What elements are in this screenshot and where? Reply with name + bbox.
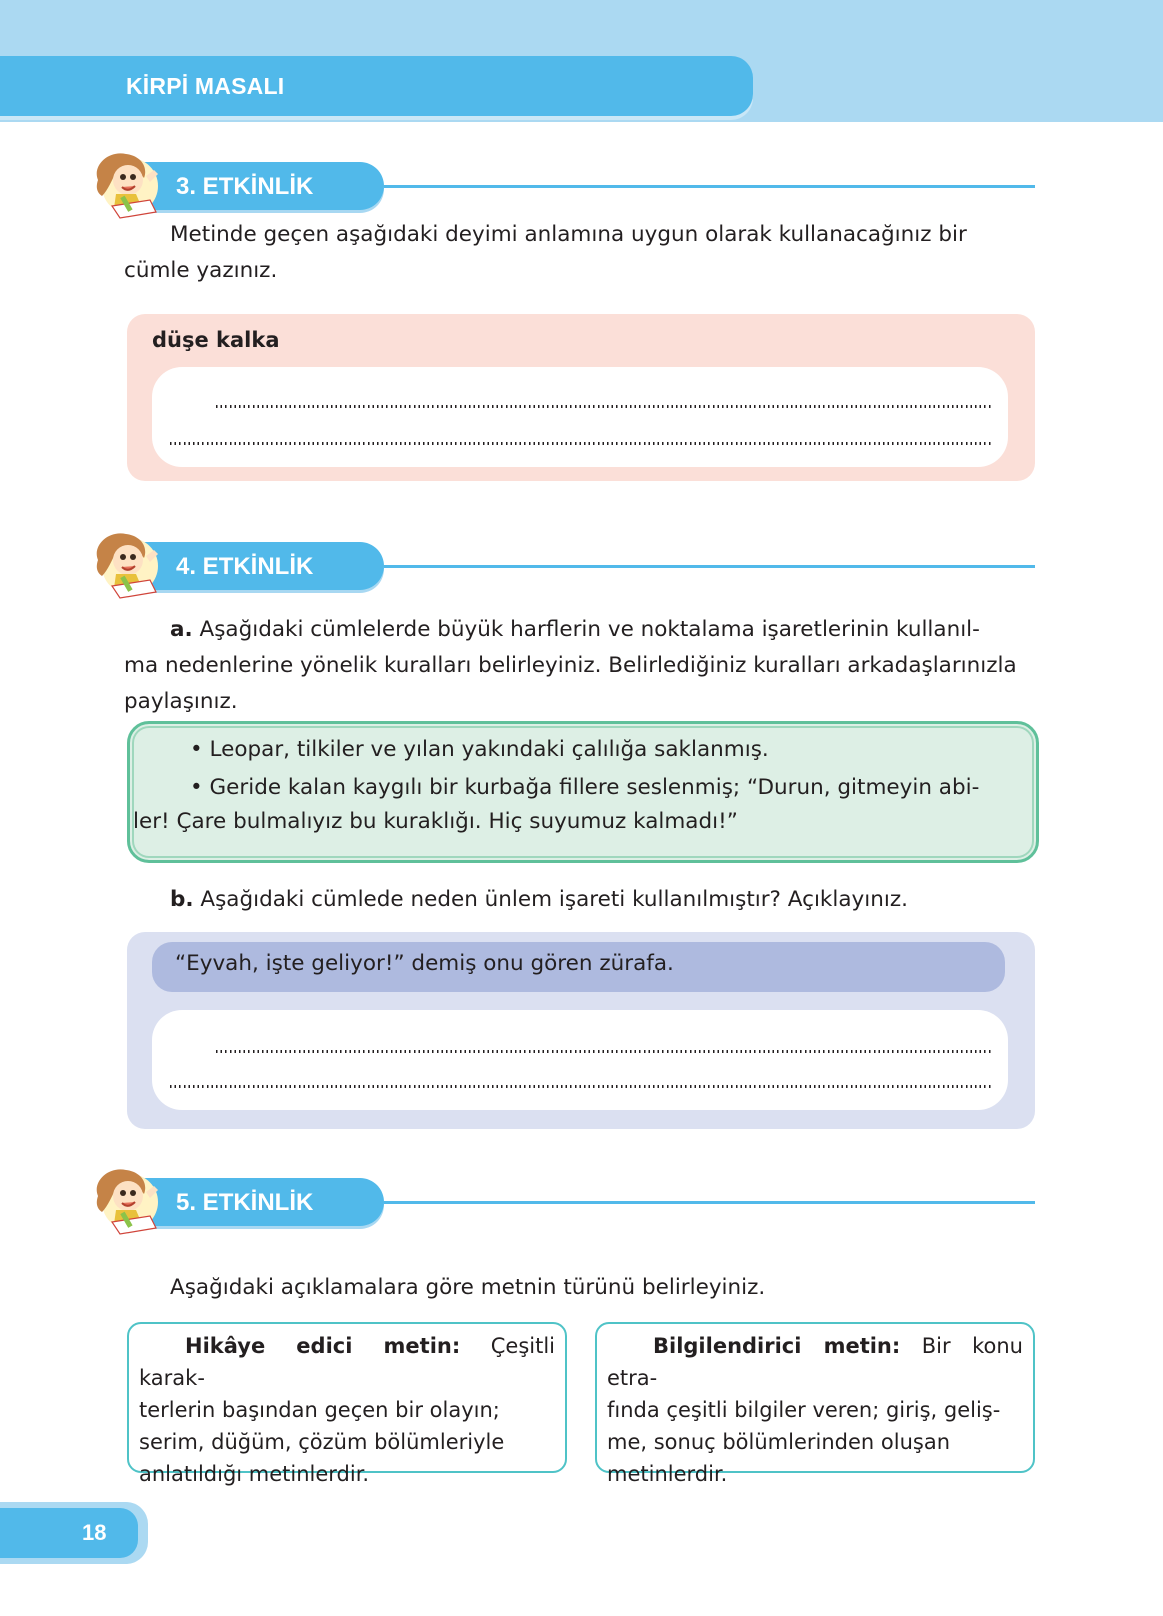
page-number: 18	[82, 1520, 107, 1545]
heading-rule	[384, 185, 1035, 188]
activity-3-heading	[86, 146, 1036, 216]
instruction-line: ma nedenlerine yönelik kuralları belirleyiniz. Belirlediğiniz kuralları arkadaşlarınızla	[124, 653, 1017, 678]
definition-line: terlerin başından geçen bir olayın;	[139, 1398, 500, 1422]
activity-5-pill	[140, 1178, 384, 1226]
idiom-box	[127, 314, 1035, 481]
part-b-marker: b.	[170, 887, 194, 912]
example-sentences-box	[127, 721, 1039, 863]
idiom-answer-area[interactable]	[152, 367, 1008, 467]
activity-5-title: 5. ETKİNLİK	[176, 1189, 314, 1216]
girl-mascot-icon	[86, 146, 166, 220]
activity-4b-instruction	[170, 882, 1030, 918]
definition-line: serim, düğüm, çözüm bölümleriyle	[139, 1430, 505, 1454]
answer-line-2[interactable]	[170, 1085, 992, 1088]
chapter-title-bar	[0, 56, 753, 116]
definition-line: fında çeşitli bilgiler veren; giriş, geliş-	[607, 1398, 1001, 1422]
answer-line-1[interactable]	[216, 1050, 992, 1053]
instruction-line: Aşağıdaki cümlelerde büyük harflerin ve noktalama işaretlerinin kullanıl-	[192, 617, 980, 642]
activity-5-heading	[86, 1162, 1036, 1232]
activity-4-title: 4. ETKİNLİK	[176, 553, 314, 580]
answer-line-2[interactable]	[170, 442, 992, 445]
activity-3-pill	[140, 162, 384, 210]
activity-4-pill	[140, 542, 384, 590]
heading-rule	[384, 565, 1035, 568]
part-a-marker: a.	[170, 617, 193, 642]
instruction-line: cümle yazınız.	[124, 258, 278, 283]
bullet-item: • Leopar, tilkiler ve yılan yakındaki çalılığa saklanmış.	[190, 737, 769, 762]
activity-3-title: 3. ETKİNLİK	[176, 173, 314, 200]
bullet-item: • Geride kalan kaygılı bir kurbağa fillere seslenmiş; “Durun, gitmeyin abi-	[190, 775, 980, 800]
definition-line: metinlerdir.	[607, 1462, 728, 1486]
quote-text: “Eyvah, işte geliyor!” demiş onu gören zürafa.	[175, 951, 674, 976]
instruction-line: paylaşınız.	[124, 689, 238, 714]
instruction-line: Aşağıdaki cümlede neden ünlem işareti kullanılmıştır? Açıklayınız.	[193, 887, 908, 912]
activity-3-instruction	[124, 217, 1036, 289]
girl-mascot-icon	[86, 1162, 166, 1236]
definition-line: anlatıldığı metinlerdir.	[139, 1462, 370, 1486]
definition-line: me, sonuç bölümlerinden oluşan	[607, 1430, 951, 1454]
definition-term: Bilgilendirici metin:	[653, 1334, 901, 1358]
heading-rule	[384, 1201, 1035, 1204]
page-number-inner	[0, 1508, 138, 1558]
chapter-title: KİRPİ MASALI	[126, 73, 285, 99]
definition-card-narrative	[127, 1322, 567, 1486]
definition-term: Hikâye edici metin:	[185, 1334, 461, 1358]
answer-line-1[interactable]	[216, 405, 992, 408]
definition-line: Bir konu etra-	[607, 1334, 1023, 1390]
activity-5-instruction: Aşağıdaki açıklamalara göre metnin türünü belirleyiniz.	[170, 1275, 766, 1300]
instruction-line: Metinde geçen aşağıdaki deyimi anlamına uygun olarak kullanacağınız bir	[170, 222, 967, 247]
definition-line: Çeşitli karak-	[139, 1334, 556, 1390]
bullet-item-continuation: ler! Çare bulmalıyız bu kuraklığı. Hiç suyumuz kalmadı!”	[133, 809, 738, 834]
idiom-label: düşe kalka	[152, 328, 280, 352]
definition-text	[139, 1330, 555, 1490]
quote-strip	[152, 942, 1005, 992]
exclamation-box	[127, 932, 1035, 1129]
exclamation-answer-area[interactable]	[152, 1010, 1008, 1110]
page-number-tab	[0, 1502, 148, 1564]
activity-4a-instruction	[124, 612, 1039, 720]
definition-card-informative	[595, 1322, 1035, 1486]
girl-mascot-icon	[86, 526, 166, 600]
activity-4-heading	[86, 526, 1036, 596]
definition-text	[607, 1330, 1023, 1490]
